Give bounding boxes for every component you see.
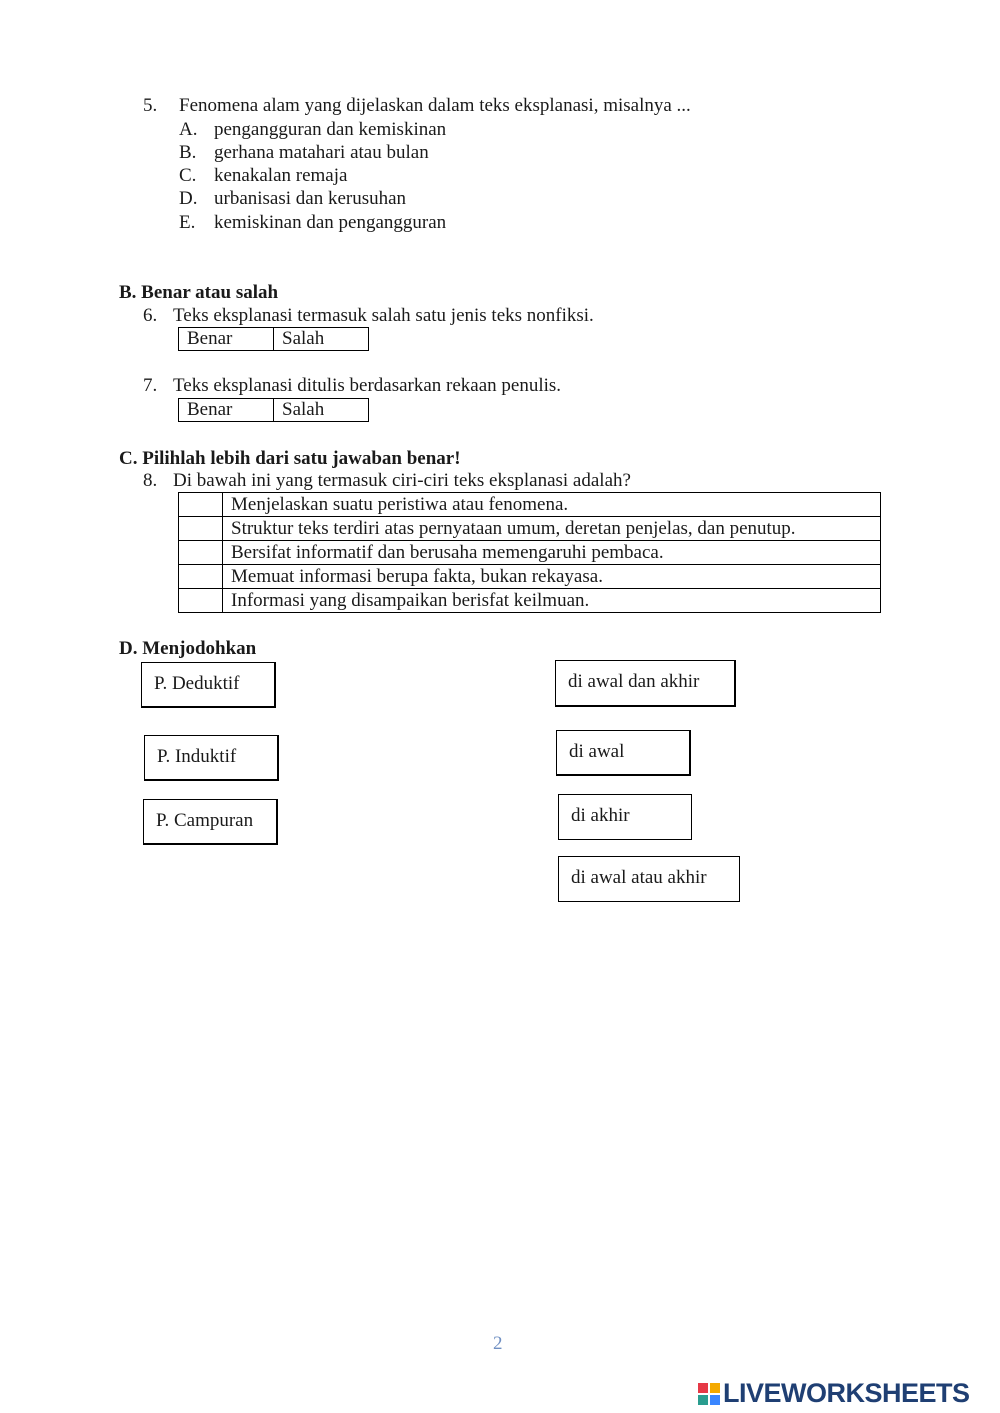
q8-checkbox-5[interactable] xyxy=(179,589,223,613)
section-b-title: B. Benar atau salah xyxy=(119,282,279,303)
q7-salah-option[interactable]: Salah xyxy=(274,399,369,422)
q8-statement-4: Memuat informasi berupa fakta, bukan rekayasa. xyxy=(223,565,881,589)
q6-number: 6. xyxy=(143,305,158,326)
q8-statement-1: Menjelaskan suatu peristiwa atau fenomena. xyxy=(223,493,881,517)
q5-option-c-letter: C. xyxy=(179,165,197,186)
liveworksheets-brand: LIVEWORKSHEETS xyxy=(723,1378,970,1408)
q5-option-a-letter: A. xyxy=(179,119,198,140)
q8-statement-3: Bersifat informatif dan berusaha memengaruhi pembaca. xyxy=(223,541,881,565)
q5-option-b-letter: B. xyxy=(179,142,197,163)
section-c-title: C. Pilihlah lebih dari satu jawaban benar! xyxy=(119,448,461,469)
q6-benar-option[interactable]: Benar xyxy=(179,328,274,351)
table-row xyxy=(179,565,881,589)
table-row xyxy=(179,493,881,517)
match-left-campuran[interactable]: P. Campuran xyxy=(143,799,278,845)
q5-number: 5. xyxy=(143,95,158,116)
q8-checkbox-3[interactable] xyxy=(179,541,223,565)
table-row xyxy=(179,589,881,613)
liveworksheets-logo-icon xyxy=(698,1383,720,1405)
q5-option-e[interactable]: kemiskinan dan pengangguran xyxy=(214,212,447,233)
q6-text: Teks eksplanasi termasuk salah satu jenis teks nonfiksi. xyxy=(173,305,594,326)
q5-option-d[interactable]: urbanisasi dan kerusuhan xyxy=(214,188,407,209)
match-right-awal-atau-akhir[interactable]: di awal atau akhir xyxy=(558,856,740,902)
match-right-awal[interactable]: di awal xyxy=(556,730,691,776)
q7-answer-table xyxy=(178,398,369,422)
q5-option-e-letter: E. xyxy=(179,212,196,233)
q8-checkbox-2[interactable] xyxy=(179,517,223,541)
q8-statement-2: Struktur teks terdiri atas pernyataan umum, deretan penjelas, dan penutup. xyxy=(223,517,881,541)
q8-checkbox-4[interactable] xyxy=(179,565,223,589)
table-row xyxy=(179,517,881,541)
liveworksheets-logo xyxy=(698,1380,970,1407)
q5-text: Fenomena alam yang dijelaskan dalam teks eksplanasi, misalnya ... xyxy=(179,95,691,116)
q7-benar-option[interactable]: Benar xyxy=(179,399,274,422)
q7-text: Teks eksplanasi ditulis berdasarkan rekaan penulis. xyxy=(173,375,562,396)
match-left-deduktif[interactable]: P. Deduktif xyxy=(141,662,276,708)
q5-option-b[interactable]: gerhana matahari atau bulan xyxy=(214,142,429,163)
section-d-title: D. Menjodohkan xyxy=(119,638,257,659)
q5-option-a[interactable]: pengangguran dan kemiskinan xyxy=(214,119,447,140)
q6-salah-option[interactable]: Salah xyxy=(274,328,369,351)
q8-statement-table xyxy=(178,492,881,613)
table-row xyxy=(179,541,881,565)
q8-checkbox-1[interactable] xyxy=(179,493,223,517)
match-right-awal-dan-akhir[interactable]: di awal dan akhir xyxy=(555,660,736,707)
q7-number: 7. xyxy=(143,375,158,396)
match-left-induktif[interactable]: P. Induktif xyxy=(144,735,279,781)
q6-answer-table xyxy=(178,327,369,351)
q5-option-c[interactable]: kenakalan remaja xyxy=(214,165,348,186)
q5-option-d-letter: D. xyxy=(179,188,198,209)
match-right-akhir[interactable]: di akhir xyxy=(558,794,692,840)
q8-statement-5: Informasi yang disampaikan berisfat keilmuan. xyxy=(223,589,881,613)
page-number: 2 xyxy=(493,1333,503,1354)
q8-number: 8. xyxy=(143,470,158,491)
q8-text: Di bawah ini yang termasuk ciri-ciri teks eksplanasi adalah? xyxy=(173,470,631,491)
